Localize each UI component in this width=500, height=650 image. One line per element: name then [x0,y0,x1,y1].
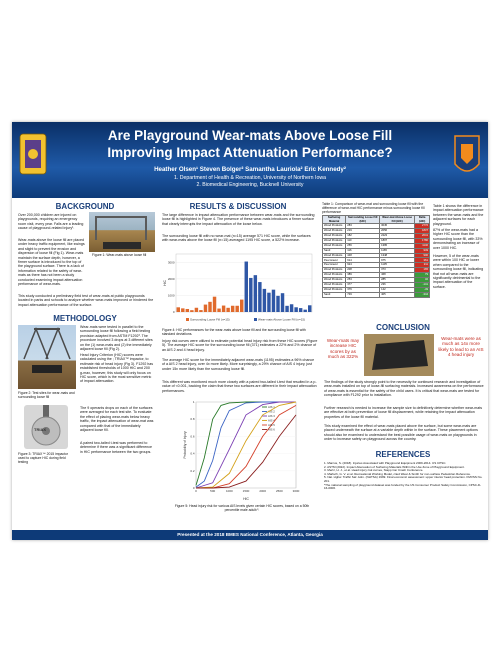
conclusion-heading: CONCLUSION [376,323,430,332]
delta-cell: 900 [415,253,430,258]
table-cell: Sand [323,292,346,297]
bar [204,305,207,312]
fig4-caption: Figure 4: HIC performances for the wear-mats above loose fill and the surrounding loose fill with standard deviations. [162,328,306,336]
bar [272,290,275,312]
x-tick-label: 2000 [259,489,267,493]
bar [281,293,284,312]
delta-cell: 79 [415,273,430,278]
reference-item: 5. Nat. Hghw. Traffic Saf. Adm. (NHTSA) 1999. Final economic assessment: upper interior head protection. FMVSS No. 201. [324,475,483,483]
y-tick-label: 0.4 [190,451,195,456]
table-cell: 182 [346,233,380,238]
table-cell: Sand [323,248,346,253]
y-axis-label: Probability of Injury [183,431,187,459]
delta-cell: 2041 [415,233,430,238]
table-cell: 3045 [380,224,415,229]
y-tick-label: 0.6 [190,434,195,439]
bar [290,304,293,312]
triax-impactor-photo [24,405,68,449]
bar [308,305,311,312]
bar [190,310,193,312]
legend-label: AIS 4 [268,418,275,423]
fig1-caption: Figure 1: Wear-mats above loose fill [92,253,147,257]
bar [181,308,184,312]
delta-cell: -141 [415,282,430,287]
table1-side-text2: 87% of the wear-mats had a higher HIC score than the surrounding loose fill, with 33% demonstrating an increase of over 1000 HIC. [433,228,483,250]
table-cell: 924 [346,263,380,268]
table-header: Delta (HIC) [415,216,430,224]
bar [213,297,216,312]
background-p3: This study conducted a preliminary field test of wear-mats at public playgrounds located in parks and schools to analyze whether wear-mats improved or hindered the impact attenuation performance of the surface. [18,294,154,307]
delta-cell: -49 [415,287,430,292]
y-tick-label: 0.8 [190,417,195,422]
bar [285,306,288,312]
bar [199,310,202,312]
results-p2: The surrounding loose fill with no wear-mat (n=15) average 571 HIC score, while the surfaces with wear-mats above the loose fill (n=15) averaged 1195 HIC score, a 522% increase. [162,234,311,243]
delta-cell: 361 [415,258,430,263]
table-cell: Pea Gravel [323,258,346,263]
table-cell: Wood Products [323,287,346,292]
bar [249,278,252,312]
table-cell: 1395 [380,243,415,248]
table-row [323,292,430,297]
delta-cell: 165 [415,268,430,273]
methodology-p3: The 9 operants drops on each of the surfaces were averaged for each test site. To evaluate the effect of placing wear-mats below heavy traffic, the impact attenuation of wear-mat was compared with that of the immediately adjacent loose fill. [80,406,154,433]
table-cell: Pea Gravel [323,263,346,268]
y-tick-label: 0 [192,486,195,490]
bar [186,309,189,312]
results-p5: This different was monitored much more closely with a paired two-tailed t-test that resulted in a p-value of <0.001, backing the claim that these two surfaces are different in their impact attenuation performances. [162,380,317,393]
fig5-caption: Figure 5: Head injury risk for various AIS levels given certain HIC scores, based on a 50th percentile male adult¹⁰. [174,504,310,512]
bar [240,300,243,312]
table-header: Surfacing Material [323,216,346,224]
table-cell: 283 [346,224,380,229]
table-cell: 236 [380,282,415,287]
reference-item: *The national sampling of playground dataset was funded by the US Consumer Product Safety Commission, CPSC-D-16-0006. [324,482,482,491]
y-axis-label: HIC [163,280,167,286]
background-p1: Over 200,000 children are injured on playgrounds, requiring an emergency room visit, every year. Falls are a leading cause of playground-related injury¹. [18,213,84,231]
table-cell: 2056 [380,229,415,234]
conclusion-p2: Further research is needed to increase the sample size to definitively determine whether wear-mats are effective at both prevention of loose fill displacement, while retaining the impact attenuation properties of the loose fill material. [324,406,483,419]
x-axis-label: HIC [243,497,249,501]
table-cell: 208 [346,268,380,273]
table-cell: Wood Products [323,243,346,248]
delta-cell: 1780 [415,238,430,243]
table-cell: 614 [346,258,380,263]
fig3-caption: Figure 3: TRIAX™ 2015 impactor used to capture HIC during field testing [18,452,69,464]
table-header: Wear-mat Above Loose Fill (HIC) [380,216,415,224]
delta-cell: 32 [415,277,430,282]
bar [177,307,180,312]
table-cell: 116 [346,248,380,253]
conclusion-right-note: Wear-mats were as much as 14x more likely to lead to an AIS 4 head injury [438,336,484,358]
y-tick-label: 1000 [167,293,175,298]
table-cell: 110 [346,238,380,243]
table-cell: Wood Products [323,273,346,278]
legend-label: Wear-mats Above Loose Fill (n=15) [258,317,306,322]
bar [217,309,220,312]
bar [226,308,229,312]
legend-swatch [254,318,257,321]
affiliation-2: 2. Biomedical Engineering, Bucknell University [196,182,304,188]
bar [245,262,248,312]
table-cell: Wood Products [323,238,346,243]
results-p3: Injury risk curves were utilized to estimate potential head injury risk from these HIC scores (Figure 5). The average HIC score for the surrounding loose fill (371) estimates a 22% and 2% chance of an AIS 2 and 4 head injury. [162,339,318,352]
legend-label: AIS 1 [268,405,275,409]
delta-cell: -344 [415,292,430,297]
bar [263,289,266,312]
table-cell: 219 [346,229,380,234]
bar [258,282,261,312]
wear-mat-photo [89,212,155,252]
methodology-heading: METHODOLOGY [53,314,117,323]
test-site-photo [18,325,76,389]
x-tick-label: 3000 [292,489,300,493]
delta-cell: 2776 [415,224,430,229]
methodology-p1: Wear-mats were tested in parallel to the surrounding loose fill following a field testing provision adapted from ASTM F1292³. The procedure involved 3 drops at 3 different sites on the (1) wear-mats and (2) the immediately adjacent loose fill (Fig 2). [80,325,153,352]
table1 [322,215,430,298]
legend-label: Surrounding Loose Fill (n=15) [190,317,230,322]
poster-header [12,122,488,198]
y-tick-label: 0 [172,310,175,314]
table-cell: 975 [380,258,415,263]
poster-title-line2: Improving Impact Attenuation Performance? [107,145,393,160]
table-cell: 256 [346,243,380,248]
table-cell: 373 [380,268,415,273]
bar [303,310,306,312]
bar [208,302,211,312]
bar [267,293,270,312]
y-tick-label: 3000 [167,260,175,265]
background-p2: Wear-mats above the loose fill are placed under heavy traffic equipment, like swings and slight to prevent the erosion and dispersion of loose fill (Fig 1). Wear-mats maintain the surface depth, however, a firmer surface is introduced to the top of the playground surface. There is a lack of information related to the safety of wear-mats as there has not been a study conducted examining impact attenuation performance of wear-mats. [18,238,85,287]
table-cell: Wood Products [323,229,346,234]
delta-cell: 1140 [415,243,430,248]
table-cell: Wood Products [323,233,346,238]
bar [231,306,234,312]
table-cell: 1135 [380,263,415,268]
table-cell: 1807 [380,238,415,243]
conclusion-p1: The findings of the study strongly point to the necessity for continued research and investigation of wear-mats installed on top of loose-fill surfacing materials. Increased awareness on the performance of wear-mats is essential for the safety of the child users. It is critical that wear-mats are tested for compliance with F1292 prior to installation. [324,380,484,398]
table-cell: Wood Products [323,282,346,287]
table-cell: Wood Products [323,224,346,229]
poster-footer: Presented at the 2018 BMES National Conference, Atlanta, Georgia [12,530,488,540]
table-cell: 253 [346,277,380,282]
table-cell: 377 [346,282,380,287]
x-tick-label: 500 [210,489,216,493]
methodology-p2: Head Injury Criterion (HIC) scores were calculated using the ; TRIAX™ impactor, to estimate risk of head injury (Fig 3). F1292 has established thresholds of 1000 HIC and 200 g-max, however, this study will only focus on HIC score, which is the most sensitive metric of impact attenuation. [80,353,154,384]
bar [195,308,198,312]
bar [235,306,238,312]
legend-label: AIS 3 [268,414,275,418]
x-tick-label: 0 [195,489,197,493]
table-cell: Wood Products [323,253,346,258]
bar [294,307,297,312]
hic-bar-chart [162,250,316,328]
bar [222,306,225,312]
y-tick-label: 2000 [167,276,175,281]
results-p4: The average HIC score for the immediately adjacent wear-mats (1195) estimates a 96% chance of a AIS 2 head injury, over 4x more likely. More surprisingly, a 29% chance of AIS 4 injury, just under 15x more likely than the surrounding loose fill. [162,358,315,371]
affiliation-1: 1. Department of Health & Recreation, University of Northern Iowa [174,175,326,181]
references-list [324,462,484,491]
delta-cell: 211 [415,263,430,268]
table-cell: 405 [380,292,415,297]
reference-item: 3. Mertz, H. J., et al. Head injury risk curves, Stapp Car Crash Conference. [324,468,424,473]
poster-title-line1: Are Playground Wear-mats Above Loose Fill [107,128,393,143]
conclusion-p3: This study examined the effect of wear-mats placed above the surface, but some wear-mats are placed underneath the surface at a variable depth within in the surface. These placement options should also be examined to understand the best possible usage of wear-mats on playgrounds in order to increase safety on playground across the country. [324,424,478,442]
injury-risk-chart [182,398,300,502]
table-cell: 468 [380,273,415,278]
results-heading: RESULTS & DISCUSSION [189,202,287,211]
y-tick-label: 0.2 [190,468,195,473]
fig2-caption: Figure 2: Test sites for wear-mats and surrounding loose fill [18,391,75,399]
reference-item: 2. ASTM (2022). Impact Attenuation of Surfacing Materials Within the Use Zone of Playground Equipment. [324,464,465,469]
table1-side-text3: However, 5 of the wear-mats were within 100 HIC or lower when compared to the surrounding loose fill, indicating that not all wear-mats are significantly detrimental to the impact attenuation of the surface. [433,254,484,289]
table-cell: 1348 [380,253,415,258]
table-cell: 389 [346,273,380,278]
x-tick-label: 2500 [275,489,283,493]
bar [276,296,279,312]
delta-cell: 949 [415,248,430,253]
references-heading: REFERENCES [375,450,431,459]
plot-area [176,254,312,312]
bar [254,275,257,312]
reference-item: 1. Marcus, S. (2018). Injuries Associated with Playground Equipment 2009-2014. US CPSC. [324,461,447,465]
results-p1: The large difference in impact attenuation performance between wear-mats and the surrounding loose fill is highlighted in Figure 4. The presence of these wear-mats introduces a firmer surface that clearly interrupts the impact attenuation of the loose below. [162,213,315,226]
table-cell: 2223 [380,233,415,238]
table-cell: Wood Products [323,277,346,282]
table-cell: Wood Products [323,268,346,273]
background-heading: BACKGROUND [55,202,115,211]
legend-label: AIS 6 [268,427,275,432]
methodology-p4: A paired two-tailed t-test was performed to determine if there was a significant difference in HIC performance between the two groups. [80,441,153,454]
y-tick-label: 1 [192,400,195,404]
reference-item: 4. Marlsch, G. V. et al. Recreational Working Model, cited Wear & Smith for non-surface Pedestrian Reference. [324,471,471,476]
triax-label: TRIAX [34,427,46,432]
x-tick-label: 1500 [242,489,250,493]
table-cell: 285 [380,277,415,282]
table-cell: 448 [346,253,380,258]
wear-mat-closeup-photo [364,334,434,376]
x-tick-label: 1000 [225,489,233,493]
table-header: Surrounding Loose Fill (HIC) [346,216,380,224]
delta-cell: 1837 [415,229,430,234]
table-cell: 142 [380,287,415,292]
table-cell: 1165 [380,248,415,253]
table-cell: 376 [346,287,380,292]
conclusion-left-note: Wear-mats may increase HIC scores by as much as 322% [326,338,360,360]
poster [12,122,488,540]
legend-label: AIS 5 [268,423,275,427]
table-cell: 749 [346,292,380,297]
legend-label: AIS 2 [268,409,275,414]
legend-swatch [186,318,189,321]
table-header-row [323,216,430,224]
table1-caption: Table 1: Comparison of wear-mat and surrounding loose fill with the difference of wear-mat HIC performance minus surrounding loose fill performance [322,202,425,214]
bar [299,308,302,312]
authors: Heather Olsen¹ Steven Bolger² Samantha Lauriola² Eric Kennedy² [154,166,346,173]
table1-side-text1: Table 1 shows the difference in impact attenuation performance between the wear-mats and the adjacent surfaces for each playground. [433,204,484,226]
